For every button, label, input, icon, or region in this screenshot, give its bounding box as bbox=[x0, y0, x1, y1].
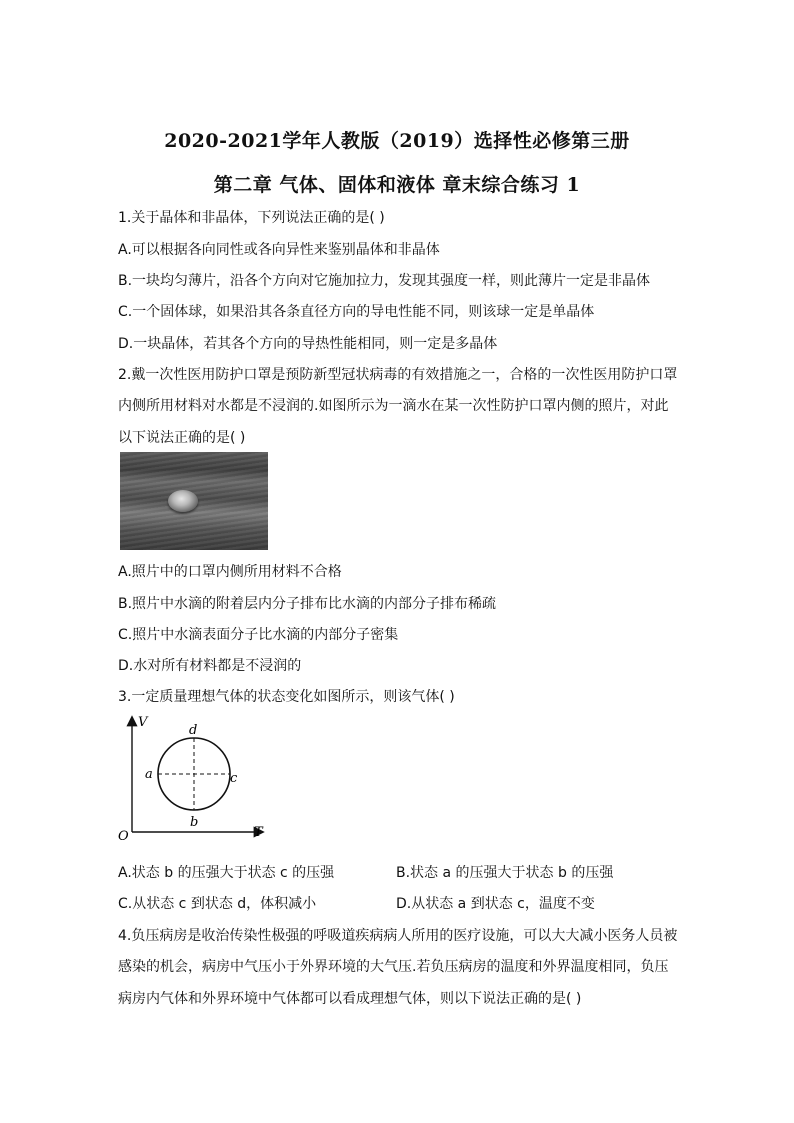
q1-stem: 1.关于晶体和非晶体，下列说法正确的是( ) bbox=[118, 210, 385, 226]
document-title-line2: 第二章 气体、固体和液体 章末综合练习 1 bbox=[213, 174, 581, 196]
x-axis-label: T bbox=[254, 825, 263, 840]
q2-option-a: A.照片中的口罩内侧所用材料不合格 bbox=[118, 564, 342, 580]
q2-stem-line1: 2.戴一次性医用防护口罩是预防新型冠状病毒的有效措施之一，合格的一次性医用防护口罩 bbox=[118, 367, 678, 383]
q2-stem-line2: 内侧所用材料对水都是不浸润的.如图所示为一滴水在某一次性防护口罩内侧的照片，对此 bbox=[118, 398, 669, 414]
q1-option-a: A.可以根据各向同性或各向异性来鉴别晶体和非晶体 bbox=[118, 242, 440, 258]
q1-option-d: D.一块晶体，若其各个方向的导热性能相同，则一定是多晶体 bbox=[118, 336, 498, 352]
origin-label: O bbox=[118, 829, 129, 842]
q4-stem-line2: 感染的机会，病房中气压小于外界环境的大气压.若负压病房的温度和外界温度相同，负压 bbox=[118, 959, 669, 975]
q3-option-c: C.从状态 c 到状态 d，体积减小 bbox=[118, 896, 317, 912]
q3-stem: 3.一定质量理想气体的状态变化如图所示，则该气体( ) bbox=[118, 689, 455, 705]
point-c-label: c bbox=[230, 771, 238, 786]
q1-option-b: B.一块均匀薄片，沿各个方向对它施加拉力，发现其强度一样，则此薄片一定是非晶体 bbox=[118, 273, 651, 289]
q1-option-c: C.一个固体球，如果沿其各条直径方向的导电性能不同，则该球一定是单晶体 bbox=[118, 304, 595, 320]
q4-stem-line1: 4.负压病房是收治传染性极强的呼吸道疾病病人所用的医疗设施，可以大大减小医务人员被 bbox=[118, 928, 678, 944]
q3-option-a: A.状态 b 的压强大于状态 c 的压强 bbox=[118, 865, 335, 881]
point-d-label: d bbox=[189, 723, 198, 738]
v-t-state-diagram bbox=[112, 712, 272, 842]
q2-option-d: D.水对所有材料都是不浸润的 bbox=[118, 658, 302, 674]
q3-option-d: D.从状态 a 到状态 c，温度不变 bbox=[396, 896, 595, 912]
q4-stem-line3: 病房内气体和外界环境中气体都可以看成理想气体，则以下说法正确的是( ) bbox=[118, 991, 582, 1007]
q3-option-b: B.状态 a 的压强大于状态 b 的压强 bbox=[396, 865, 614, 881]
point-b-label: b bbox=[190, 815, 199, 830]
q2-stem-line3: 以下说法正确的是( ) bbox=[118, 430, 246, 446]
q2-option-b: B.照片中水滴的附着层内分子排布比水滴的内部分子排布稀疏 bbox=[118, 596, 497, 612]
water-droplet bbox=[168, 490, 198, 512]
point-a-label: a bbox=[145, 767, 153, 782]
y-axis-label: V bbox=[138, 715, 148, 730]
q2-option-c: C.照片中水滴表面分子比水滴的内部分子密集 bbox=[118, 627, 399, 643]
document-title-line1: 2020-2021学年人教版（2019）选择性必修第三册 bbox=[164, 130, 630, 152]
